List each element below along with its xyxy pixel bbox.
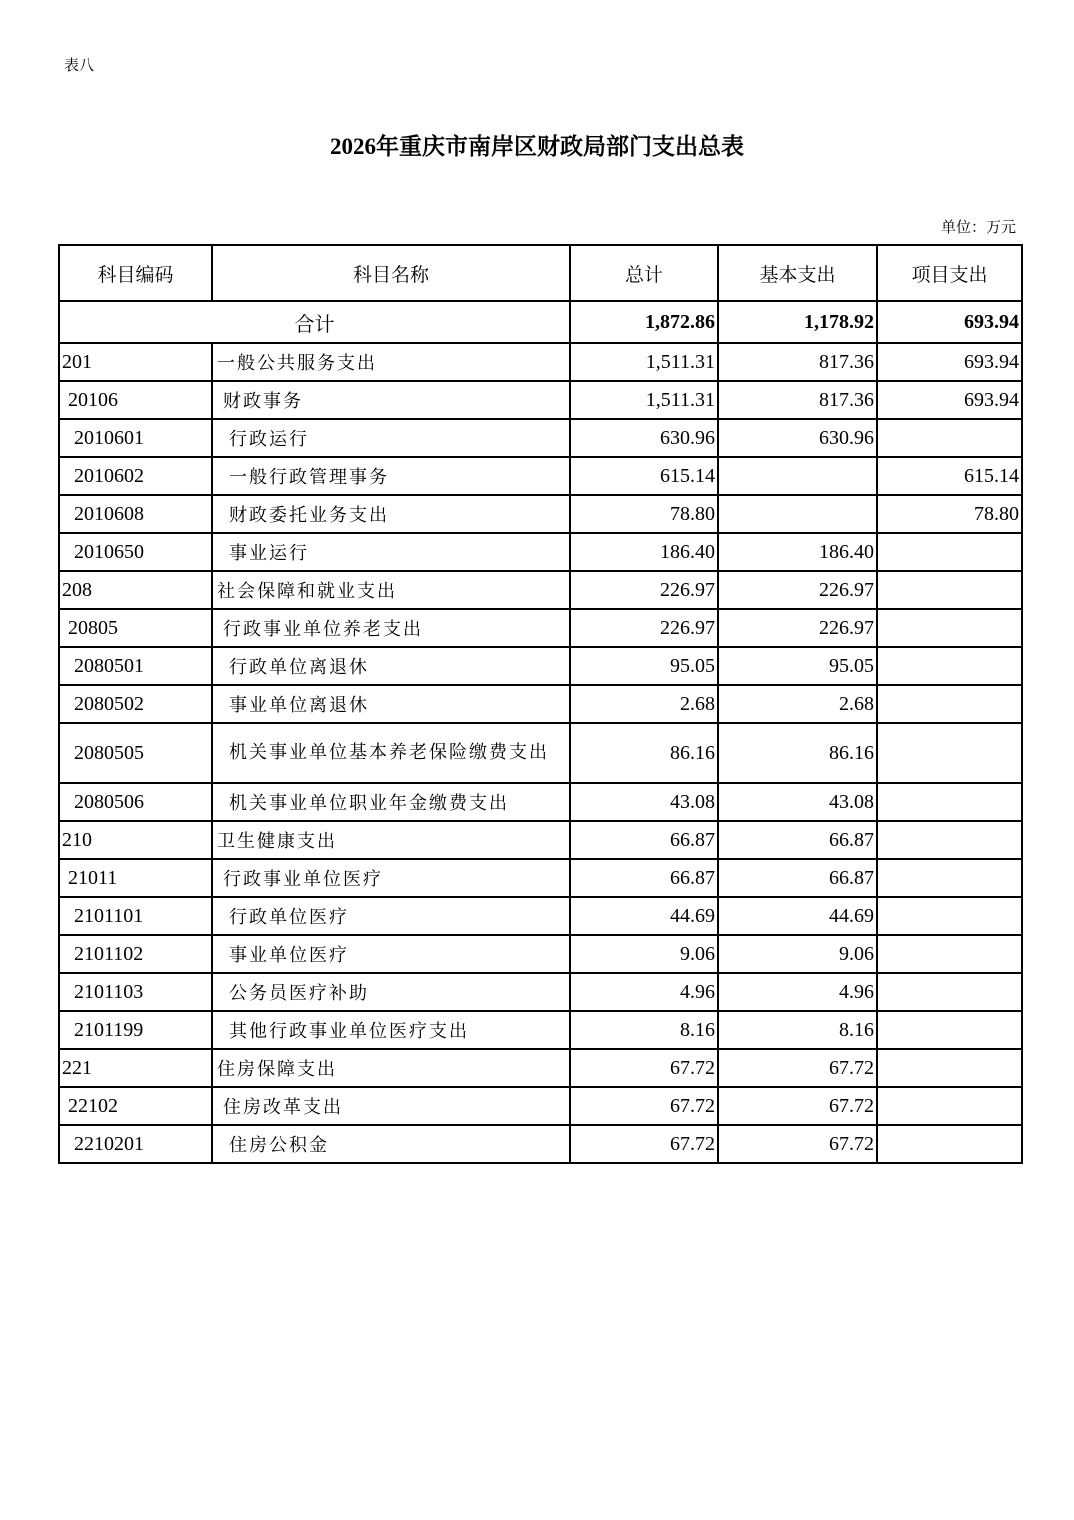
row-project [877, 897, 1022, 935]
row-code: 2101103 [59, 973, 212, 1011]
row-project [877, 533, 1022, 571]
row-project [877, 973, 1022, 1011]
row-total: 226.97 [570, 609, 718, 647]
table-row [59, 419, 1022, 457]
expenditure-table [58, 244, 1023, 1164]
row-basic: 67.72 [718, 1087, 877, 1125]
row-code: 2080502 [59, 685, 212, 723]
row-total: 95.05 [570, 647, 718, 685]
row-code: 20106 [59, 381, 212, 419]
row-project [877, 1011, 1022, 1049]
row-project [877, 935, 1022, 973]
table-row [59, 973, 1022, 1011]
row-total: 86.16 [570, 723, 718, 783]
table-row [59, 935, 1022, 973]
total-row [59, 301, 1022, 343]
page-title: 2026年重庆市南岸区财政局部门支出总表 [330, 134, 744, 159]
total-basic: 1,178.92 [718, 301, 877, 343]
row-name: 住房公积金 [212, 1125, 570, 1163]
total-total: 1,872.86 [570, 301, 718, 343]
row-code: 210 [59, 821, 212, 859]
row-basic: 67.72 [718, 1125, 877, 1163]
header-total: 总计 [570, 245, 718, 301]
row-basic: 66.87 [718, 859, 877, 897]
row-code: 2080501 [59, 647, 212, 685]
row-name: 机关事业单位职业年金缴费支出 [212, 783, 570, 821]
row-project: 693.94 [877, 343, 1022, 381]
row-basic: 8.16 [718, 1011, 877, 1049]
row-project [877, 859, 1022, 897]
table-row [59, 1087, 1022, 1125]
row-code: 2101102 [59, 935, 212, 973]
header-row [59, 245, 1022, 301]
row-basic: 186.40 [718, 533, 877, 571]
total-label: 合计 [59, 301, 570, 343]
row-basic [718, 457, 877, 495]
row-total: 8.16 [570, 1011, 718, 1049]
row-name: 行政事业单位养老支出 [212, 609, 570, 647]
row-code: 2210201 [59, 1125, 212, 1163]
row-code: 2010602 [59, 457, 212, 495]
row-basic: 4.96 [718, 973, 877, 1011]
row-total: 186.40 [570, 533, 718, 571]
header-basic: 基本支出 [718, 245, 877, 301]
row-basic: 66.87 [718, 821, 877, 859]
row-project [877, 685, 1022, 723]
row-name: 行政事业单位医疗 [212, 859, 570, 897]
table-row [59, 495, 1022, 533]
row-name: 其他行政事业单位医疗支出 [212, 1011, 570, 1049]
row-project [877, 723, 1022, 783]
row-total: 1,511.31 [570, 343, 718, 381]
table-row [59, 1011, 1022, 1049]
row-project [877, 1087, 1022, 1125]
table-row [59, 1125, 1022, 1163]
row-basic: 226.97 [718, 571, 877, 609]
row-code: 22102 [59, 1087, 212, 1125]
row-basic: 44.69 [718, 897, 877, 935]
row-code: 21011 [59, 859, 212, 897]
row-basic: 43.08 [718, 783, 877, 821]
row-total: 78.80 [570, 495, 718, 533]
row-project [877, 609, 1022, 647]
unit-label: 单位：万元 [940, 218, 1016, 236]
row-total: 67.72 [570, 1049, 718, 1087]
row-code: 2080505 [59, 723, 212, 783]
row-name: 机关事业单位基本养老保险缴费支出 [212, 723, 570, 783]
table-row [59, 821, 1022, 859]
row-code: 208 [59, 571, 212, 609]
row-total: 2.68 [570, 685, 718, 723]
table-number-label: 表八 [64, 56, 95, 74]
row-code: 2101199 [59, 1011, 212, 1049]
row-code: 2010608 [59, 495, 212, 533]
row-name: 住房改革支出 [212, 1087, 570, 1125]
table-row [59, 609, 1022, 647]
row-basic: 226.97 [718, 609, 877, 647]
table-row [59, 381, 1022, 419]
row-basic: 2.68 [718, 685, 877, 723]
row-name: 社会保障和就业支出 [212, 571, 570, 609]
row-code: 2010601 [59, 419, 212, 457]
header-name: 科目名称 [212, 245, 570, 301]
row-total: 66.87 [570, 821, 718, 859]
row-code: 2101101 [59, 897, 212, 935]
table-row [59, 897, 1022, 935]
row-name: 一般行政管理事务 [212, 457, 570, 495]
row-name: 一般公共服务支出 [212, 343, 570, 381]
table-row [59, 343, 1022, 381]
table-row [59, 533, 1022, 571]
table-row [59, 571, 1022, 609]
row-project [877, 419, 1022, 457]
table-row [59, 685, 1022, 723]
row-project: 615.14 [877, 457, 1022, 495]
row-project [877, 1125, 1022, 1163]
header-project: 项目支出 [877, 245, 1022, 301]
row-total: 43.08 [570, 783, 718, 821]
row-code: 20805 [59, 609, 212, 647]
row-basic: 817.36 [718, 381, 877, 419]
table-row [59, 783, 1022, 821]
row-total: 67.72 [570, 1087, 718, 1125]
row-total: 9.06 [570, 935, 718, 973]
row-project [877, 821, 1022, 859]
row-basic: 630.96 [718, 419, 877, 457]
row-code: 2080506 [59, 783, 212, 821]
row-total: 66.87 [570, 859, 718, 897]
table-row [59, 723, 1022, 783]
row-project [877, 571, 1022, 609]
row-basic: 86.16 [718, 723, 877, 783]
row-code: 201 [59, 343, 212, 381]
row-total: 630.96 [570, 419, 718, 457]
row-name: 行政运行 [212, 419, 570, 457]
row-project [877, 1049, 1022, 1087]
row-basic [718, 495, 877, 533]
row-total: 4.96 [570, 973, 718, 1011]
row-name: 事业单位离退休 [212, 685, 570, 723]
row-project: 78.80 [877, 495, 1022, 533]
header-code: 科目编码 [59, 245, 212, 301]
table-row [59, 859, 1022, 897]
row-project [877, 647, 1022, 685]
row-name: 行政单位医疗 [212, 897, 570, 935]
table-row [59, 1049, 1022, 1087]
row-basic: 95.05 [718, 647, 877, 685]
table-row [59, 457, 1022, 495]
row-total: 44.69 [570, 897, 718, 935]
table-row [59, 647, 1022, 685]
row-code: 2010650 [59, 533, 212, 571]
row-name: 事业单位医疗 [212, 935, 570, 973]
row-total: 1,511.31 [570, 381, 718, 419]
row-total: 67.72 [570, 1125, 718, 1163]
row-total: 226.97 [570, 571, 718, 609]
row-basic: 9.06 [718, 935, 877, 973]
row-total: 615.14 [570, 457, 718, 495]
row-basic: 817.36 [718, 343, 877, 381]
row-name: 行政单位离退休 [212, 647, 570, 685]
row-name: 公务员医疗补助 [212, 973, 570, 1011]
row-name: 事业运行 [212, 533, 570, 571]
row-name: 住房保障支出 [212, 1049, 570, 1087]
row-name: 财政委托业务支出 [212, 495, 570, 533]
row-name: 卫生健康支出 [212, 821, 570, 859]
row-basic: 67.72 [718, 1049, 877, 1087]
row-name: 财政事务 [212, 381, 570, 419]
row-project: 693.94 [877, 381, 1022, 419]
row-code: 221 [59, 1049, 212, 1087]
total-project: 693.94 [877, 301, 1022, 343]
row-project [877, 783, 1022, 821]
